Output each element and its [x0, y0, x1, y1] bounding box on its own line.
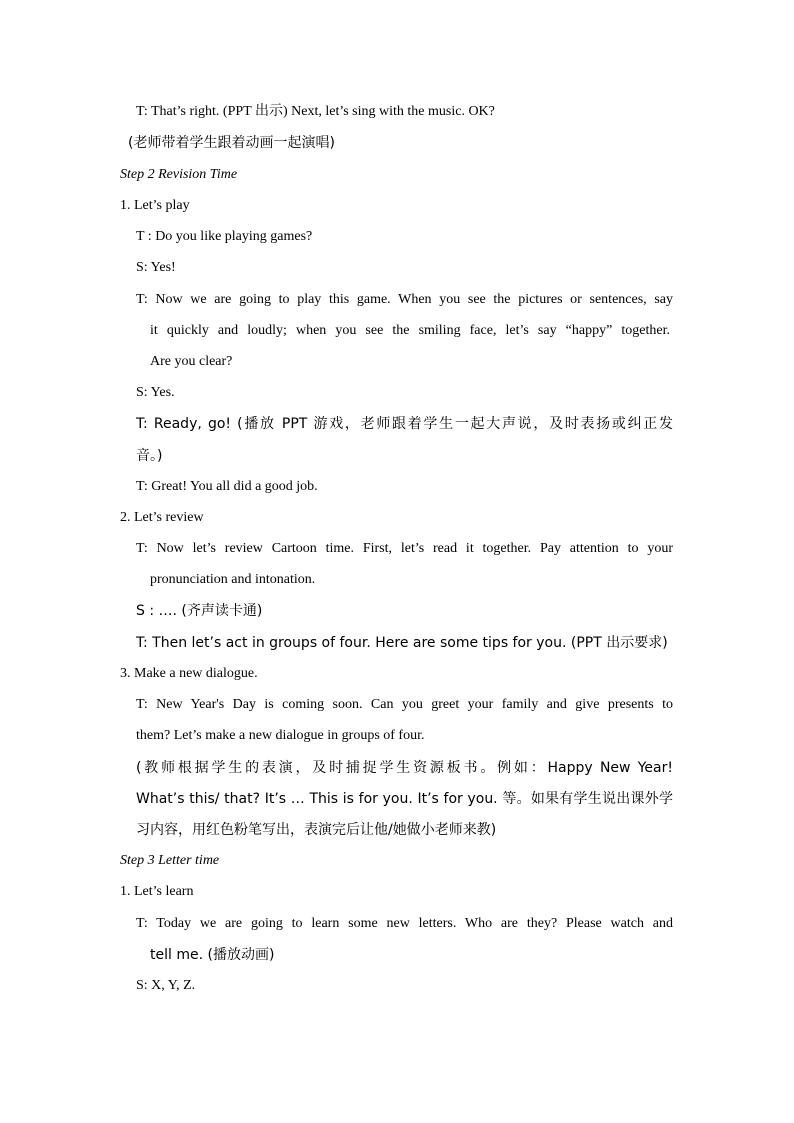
dialogue-line: S: Yes.: [136, 385, 175, 400]
subsection-heading: 3. Make a new dialogue.: [120, 666, 258, 681]
teacher-note: 习内容，用红色粉笔写出，表演完后让他/她做小老师来教): [136, 822, 497, 838]
section-heading-step-3: Step 3 Letter time: [120, 853, 220, 868]
teacher-note: (教师根据学生的表演，及时捕捉学生资源板书。例如：Happy New Year!: [136, 760, 673, 776]
dialogue-line: T: Then let’s act in groups of four. Here are some tips for you. (PPT 出示要求): [136, 635, 668, 651]
subsection-heading: 1. Let’s learn: [120, 884, 194, 899]
dialogue-line: T: Now let’s review Cartoon time. First, let’s read it together. Pay attention to your: [136, 541, 673, 556]
dialogue-line: S : …. (齐声读卡通): [136, 603, 263, 619]
dialogue-continuation: it quickly and loudly; when you see the smiling face, let’s say “happy” together.: [150, 323, 670, 338]
dialogue-line: T: Now we are going to play this game. When you see the pictures or sentences, say: [136, 292, 673, 307]
teacher-note: What’s this/ that? It’s … This is for you. It’s for you. 等。如果有学生说出课外学: [136, 791, 673, 807]
dialogue-line: T : Do you like playing games?: [136, 229, 313, 244]
dialogue-line: T: New Year's Day is coming soon. Can you greet your family and give presents to: [136, 697, 673, 712]
dialogue-line: T: That’s right. (PPT 出示) Next, let’s sing with the music. OK?: [136, 104, 495, 119]
section-heading-step-2: Step 2 Revision Time: [120, 167, 238, 182]
dialogue-line: T: Today we are going to learn some new letters. Who are they? Please watch and: [136, 916, 673, 931]
subsection-heading: 1. Let’s play: [120, 198, 190, 213]
dialogue-continuation: Are you clear?: [150, 354, 233, 369]
dialogue-line: S: X, Y, Z.: [136, 978, 196, 993]
dialogue-continuation: pronunciation and intonation.: [150, 572, 316, 587]
dialogue-continuation: tell me. (播放动画): [150, 947, 275, 963]
dialogue-continuation: 音。): [136, 448, 163, 464]
dialogue-line: T: Great! You all did a good job.: [136, 479, 318, 494]
dialogue-continuation: them? Let’s make a new dialogue in groups of four.: [136, 728, 425, 743]
subsection-heading: 2. Let’s review: [120, 510, 204, 525]
teacher-note: (老师带着学生跟着动画一起演唱): [128, 135, 335, 151]
dialogue-line: T: Ready, go! (播放 PPT 游戏，老师跟着学生一起大声说，及时表扬或纠正发: [136, 416, 673, 432]
dialogue-line: S: Yes!: [136, 260, 176, 275]
